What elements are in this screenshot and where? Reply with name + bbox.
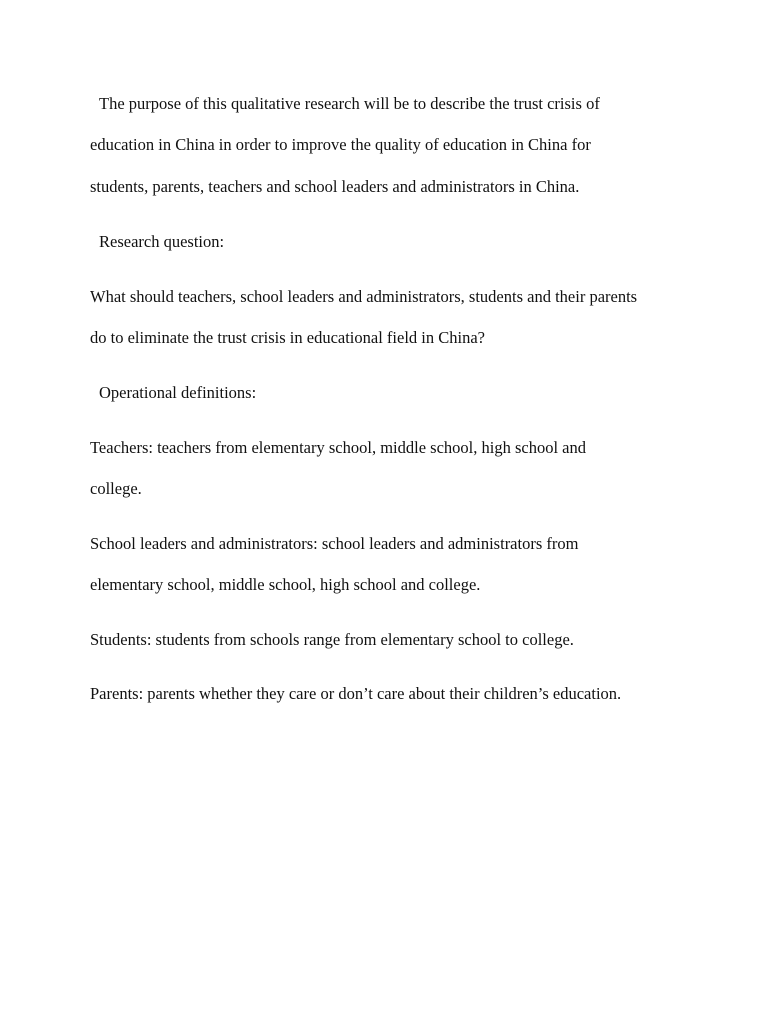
school-leaders-definition-line-1: School leaders and administrators: school leaders and administrators from [90, 534, 579, 553]
purpose-line-3: students, parents, teachers and school leaders and administrators in China. [90, 177, 580, 196]
research-question-line-2: do to eliminate the trust crisis in educational field in China? [90, 328, 485, 347]
research-question-line-1: What should teachers, school leaders and administrators, students and their parents [90, 287, 638, 306]
purpose-line-2: education in China in order to improve the quality of education in China for [90, 135, 591, 154]
operational-definitions-heading: Operational definitions: [99, 383, 257, 402]
school-leaders-definition-line-2: elementary school, middle school, high school and college. [90, 575, 481, 594]
parents-definition: Parents: parents whether they care or don’t care about their children’s education. [90, 684, 622, 703]
research-question-heading: Research question: [99, 232, 225, 251]
purpose-line-1: The purpose of this qualitative research will be to describe the trust crisis of [99, 94, 600, 113]
students-definition: Students: students from schools range from elementary school to college. [90, 630, 574, 649]
teachers-definition-line-2: college. [90, 479, 142, 498]
teachers-definition-line-1: Teachers: teachers from elementary school, middle school, high school and [90, 438, 586, 457]
